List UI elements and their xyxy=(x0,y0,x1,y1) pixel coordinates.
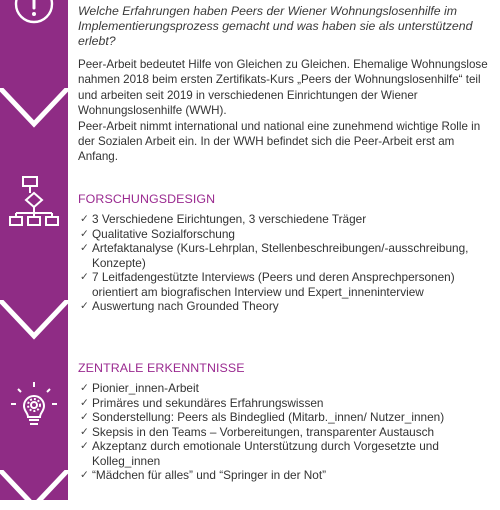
intro-paragraph-2: Peer-Arbeit nimmt international und national eine zunehmend wichtige Rolle in der Sozialen Arbeit ein. In der WWH befindet sich die Peer-Arbeit erst am Anfang. xyxy=(78,119,481,164)
erkenntnisse-list xyxy=(78,381,488,483)
intro-paragraph-1: Peer-Arbeit bedeutet Hilfe von Gleichen zu Gleichen. Ehemalige Wohnungslose nahmen 2018 beim ersten Zertifikats-Kurs „Peers der Wohnungslosenhilfe“ teil und arbeiten seit 2019 in verschiedenen Einrichtungen der Wiener Wohnungslosenhilfe (WWH). xyxy=(78,58,488,118)
check-icon: ✓ xyxy=(80,382,89,394)
check-icon: ✓ xyxy=(80,242,89,254)
list-item: ✓ Auswertung nach Grounded Theory xyxy=(80,299,279,313)
list-item: ✓ Artefaktanalyse (Kurs-Lehrplan, Stellenbeschreibungen/-ausschreibung, Konzepte) xyxy=(80,241,469,270)
flowchart-icon xyxy=(8,175,60,227)
check-icon: ✓ xyxy=(80,213,89,225)
list-item: ✓ Primäres und sekundäres Erfahrungswissen xyxy=(80,395,324,410)
lightbulb-gear-icon xyxy=(8,380,60,432)
list-item: ✓ 3 Verschiedene Eirichtungen, 3 verschiedene Träger xyxy=(80,212,367,226)
list-item: ✓ Akzeptanz durch emotionale Unterstützung durch Vorgesetzte und Kolleg_innen xyxy=(80,439,439,468)
list-item: ✓ “Mädchen für alles” und “Springer in der Not” xyxy=(80,468,327,482)
list-item: ✓ Qualitative Sozialforschung xyxy=(80,226,235,241)
list-item: ✓ Skepsis in den Teams – Vorbereitungen, transparenter Austausch xyxy=(80,424,435,439)
check-icon: ✓ xyxy=(80,396,89,409)
list-item: ✓ Sonderstellung: Peers als Bindeglied (Mitarb._innen/ Nutzer_innen) xyxy=(80,410,445,424)
check-icon: ✓ xyxy=(80,271,89,283)
list-item: ✓ 7 Leitfadengestützte Interviews (Peers und deren Ansprechpersonen) orientiert am biografischen Interview und Expert_inneninterview xyxy=(80,270,455,299)
check-icon: ✓ xyxy=(80,300,89,312)
research-question: Welche Erfahrungen haben Peers der Wiener Wohnungslosenhilfe im Implementierungsprozess gemacht und was haben sie als unterstützend erlebt? xyxy=(78,4,473,49)
check-icon: ✓ xyxy=(80,411,89,423)
alert-circle-icon xyxy=(8,0,60,30)
check-icon: ✓ xyxy=(80,469,89,481)
forschungsdesign-list xyxy=(78,212,488,314)
section-heading-forschungsdesign: FORSCHUNGSDESIGN xyxy=(78,192,216,206)
section-heading-erkenntnisse: ZENTRALE ERKENNTNISSE xyxy=(78,361,245,375)
chevron-divider xyxy=(0,300,68,334)
intro-text xyxy=(78,57,490,165)
check-icon: ✓ xyxy=(80,440,89,452)
check-icon: ✓ xyxy=(80,425,89,438)
chevron-divider xyxy=(0,88,68,122)
check-icon: ✓ xyxy=(80,227,89,240)
list-item: ✓ Pionier_innen-Arbeit xyxy=(80,381,199,395)
sidebar xyxy=(0,0,68,500)
chevron-divider xyxy=(0,470,68,504)
